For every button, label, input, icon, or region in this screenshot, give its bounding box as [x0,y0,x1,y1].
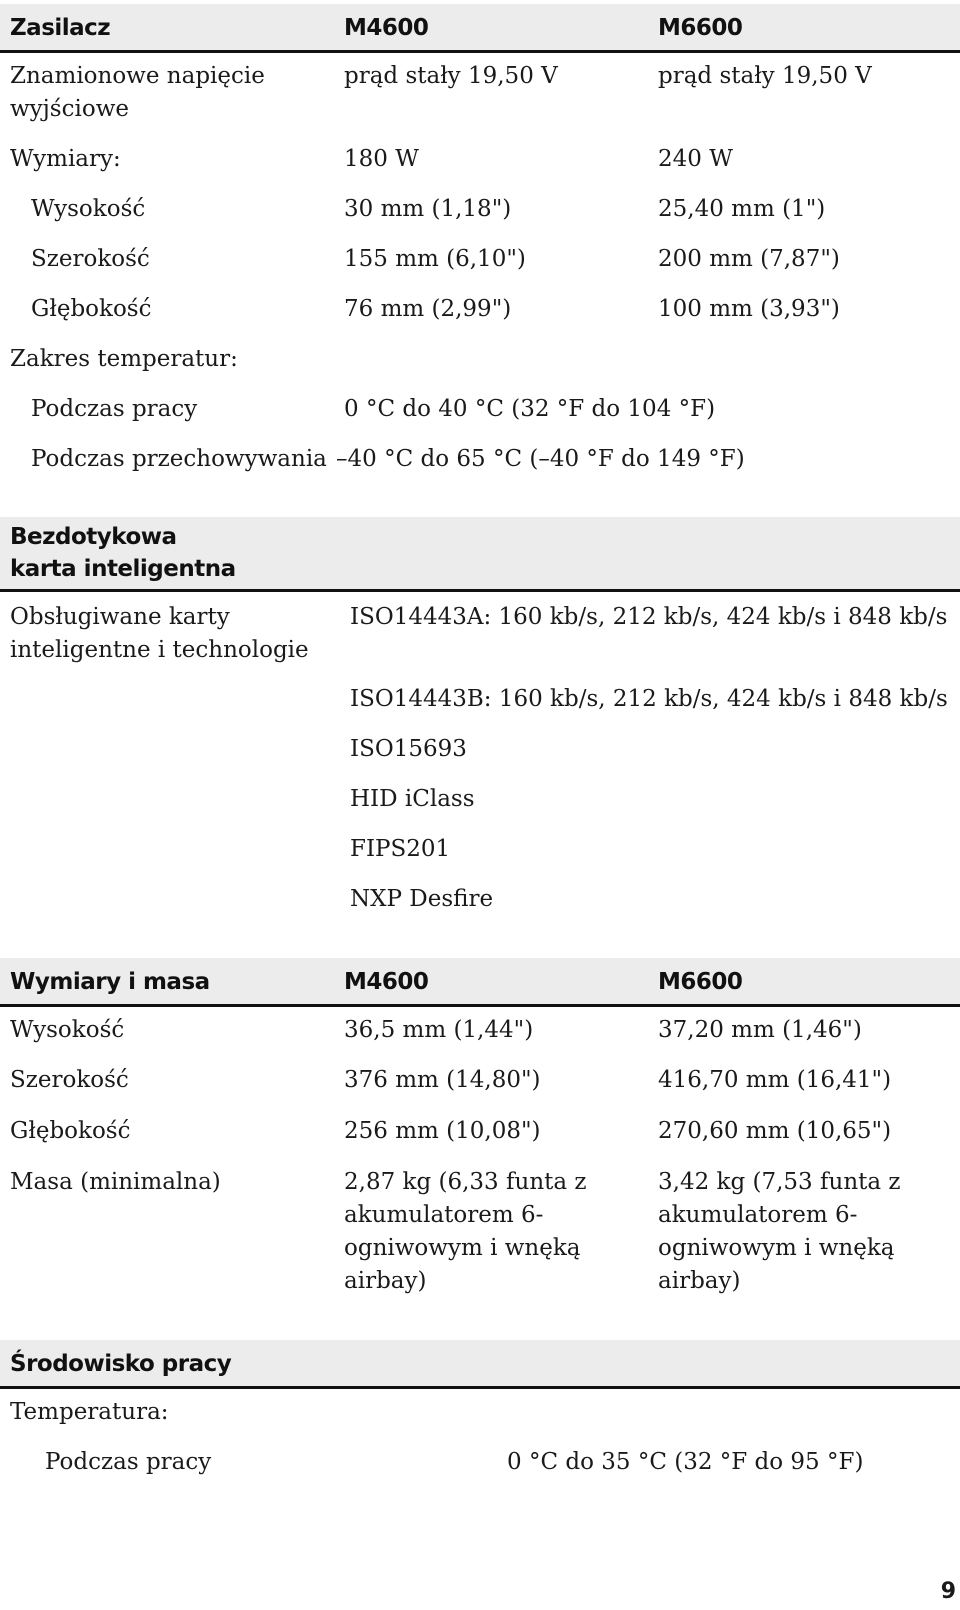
row-label: Podczas pracy [45,1449,212,1475]
section-title: Wymiary i masa [10,969,210,995]
row-value-m6600: 200 mm (7,87") [658,246,840,272]
section-header-smart-card [0,517,960,592]
supported-technology: NXP Desfire [350,886,494,912]
page-number: 9 [940,1579,956,1604]
row-value: –40 °C do 65 °C (–40 °F do 149 °F) [336,446,745,472]
column-header-m4600: M4600 [344,969,429,995]
row-value-m4600: prąd stały 19,50 V [344,63,558,89]
section-header-environment [0,1340,960,1389]
row-value-m4600: 76 mm (2,99") [344,296,512,322]
row-value-m6600: 100 mm (3,93") [658,296,840,322]
row-label: Obsługiwane karty inteligentne i technologie [10,604,309,663]
row-value-m6600: 3,42 kg (7,53 funta z akumulatorem 6-ogniwowym i wnęką airbay) [658,1169,901,1294]
section-header-power-adapter [0,4,960,53]
row-label: Masa (minimalna) [10,1169,221,1195]
row-label: Głębokość [10,1118,131,1144]
row-label: Podczas przechowywania [31,446,327,472]
row-value-m6600: 416,70 mm (16,41") [658,1067,892,1093]
row-value: 0 °C do 35 °C (32 °F do 95 °F) [507,1449,864,1475]
supported-technology: ISO14443A: 160 kb/s, 212 kb/s, 424 kb/s i 848 kb/s [350,604,948,630]
row-label: Znamionowe napięcie wyjściowe [10,63,265,122]
row-value-m4600: 256 mm (10,08") [344,1118,541,1144]
column-header-m4600: M4600 [344,15,429,41]
section-title: Zasilacz [10,15,111,41]
supported-technology: ISO15693 [350,736,467,762]
row-label: Wysokość [10,1017,125,1043]
section-title: Bezdotykowa karta inteligentna [10,524,236,582]
row-label: Zakres temperatur: [10,346,238,372]
row-label: Szerokość [10,1067,129,1093]
section-header-dimensions [0,958,960,1007]
supported-technology: HID iClass [350,786,475,812]
row-value-m6600: 270,60 mm (10,65") [658,1118,892,1144]
row-value-m6600: 37,20 mm (1,46") [658,1017,862,1043]
row-value-m4600: 36,5 mm (1,44") [344,1017,534,1043]
row-label: Szerokość [31,246,150,272]
row-value-m4600: 376 mm (14,80") [344,1067,541,1093]
row-label: Głębokość [31,296,152,322]
row-value-m4600: 2,87 kg (6,33 funta z akumulatorem 6-ogniwowym i wnęką airbay) [344,1169,587,1294]
supported-technology: FIPS201 [350,836,451,862]
row-label: Wymiary: [10,146,121,172]
row-label: Temperatura: [10,1399,169,1425]
row-value-m4600: 155 mm (6,10") [344,246,526,272]
row-value-m6600: prąd stały 19,50 V [658,63,872,89]
column-header-m6600: M6600 [658,15,743,41]
supported-technology: ISO14443B: 160 kb/s, 212 kb/s, 424 kb/s i 848 kb/s [350,686,948,712]
row-label: Wysokość [31,196,146,222]
row-value-m4600: 180 W [344,146,419,172]
section-title: Środowisko pracy [10,1351,232,1377]
row-value: 0 °C do 40 °C (32 °F do 104 °F) [344,396,716,422]
row-value-m4600: 30 mm (1,18") [344,196,512,222]
row-value-m6600: 25,40 mm (1") [658,196,826,222]
row-label: Podczas pracy [31,396,198,422]
column-header-m6600: M6600 [658,969,743,995]
row-value-m6600: 240 W [658,146,733,172]
